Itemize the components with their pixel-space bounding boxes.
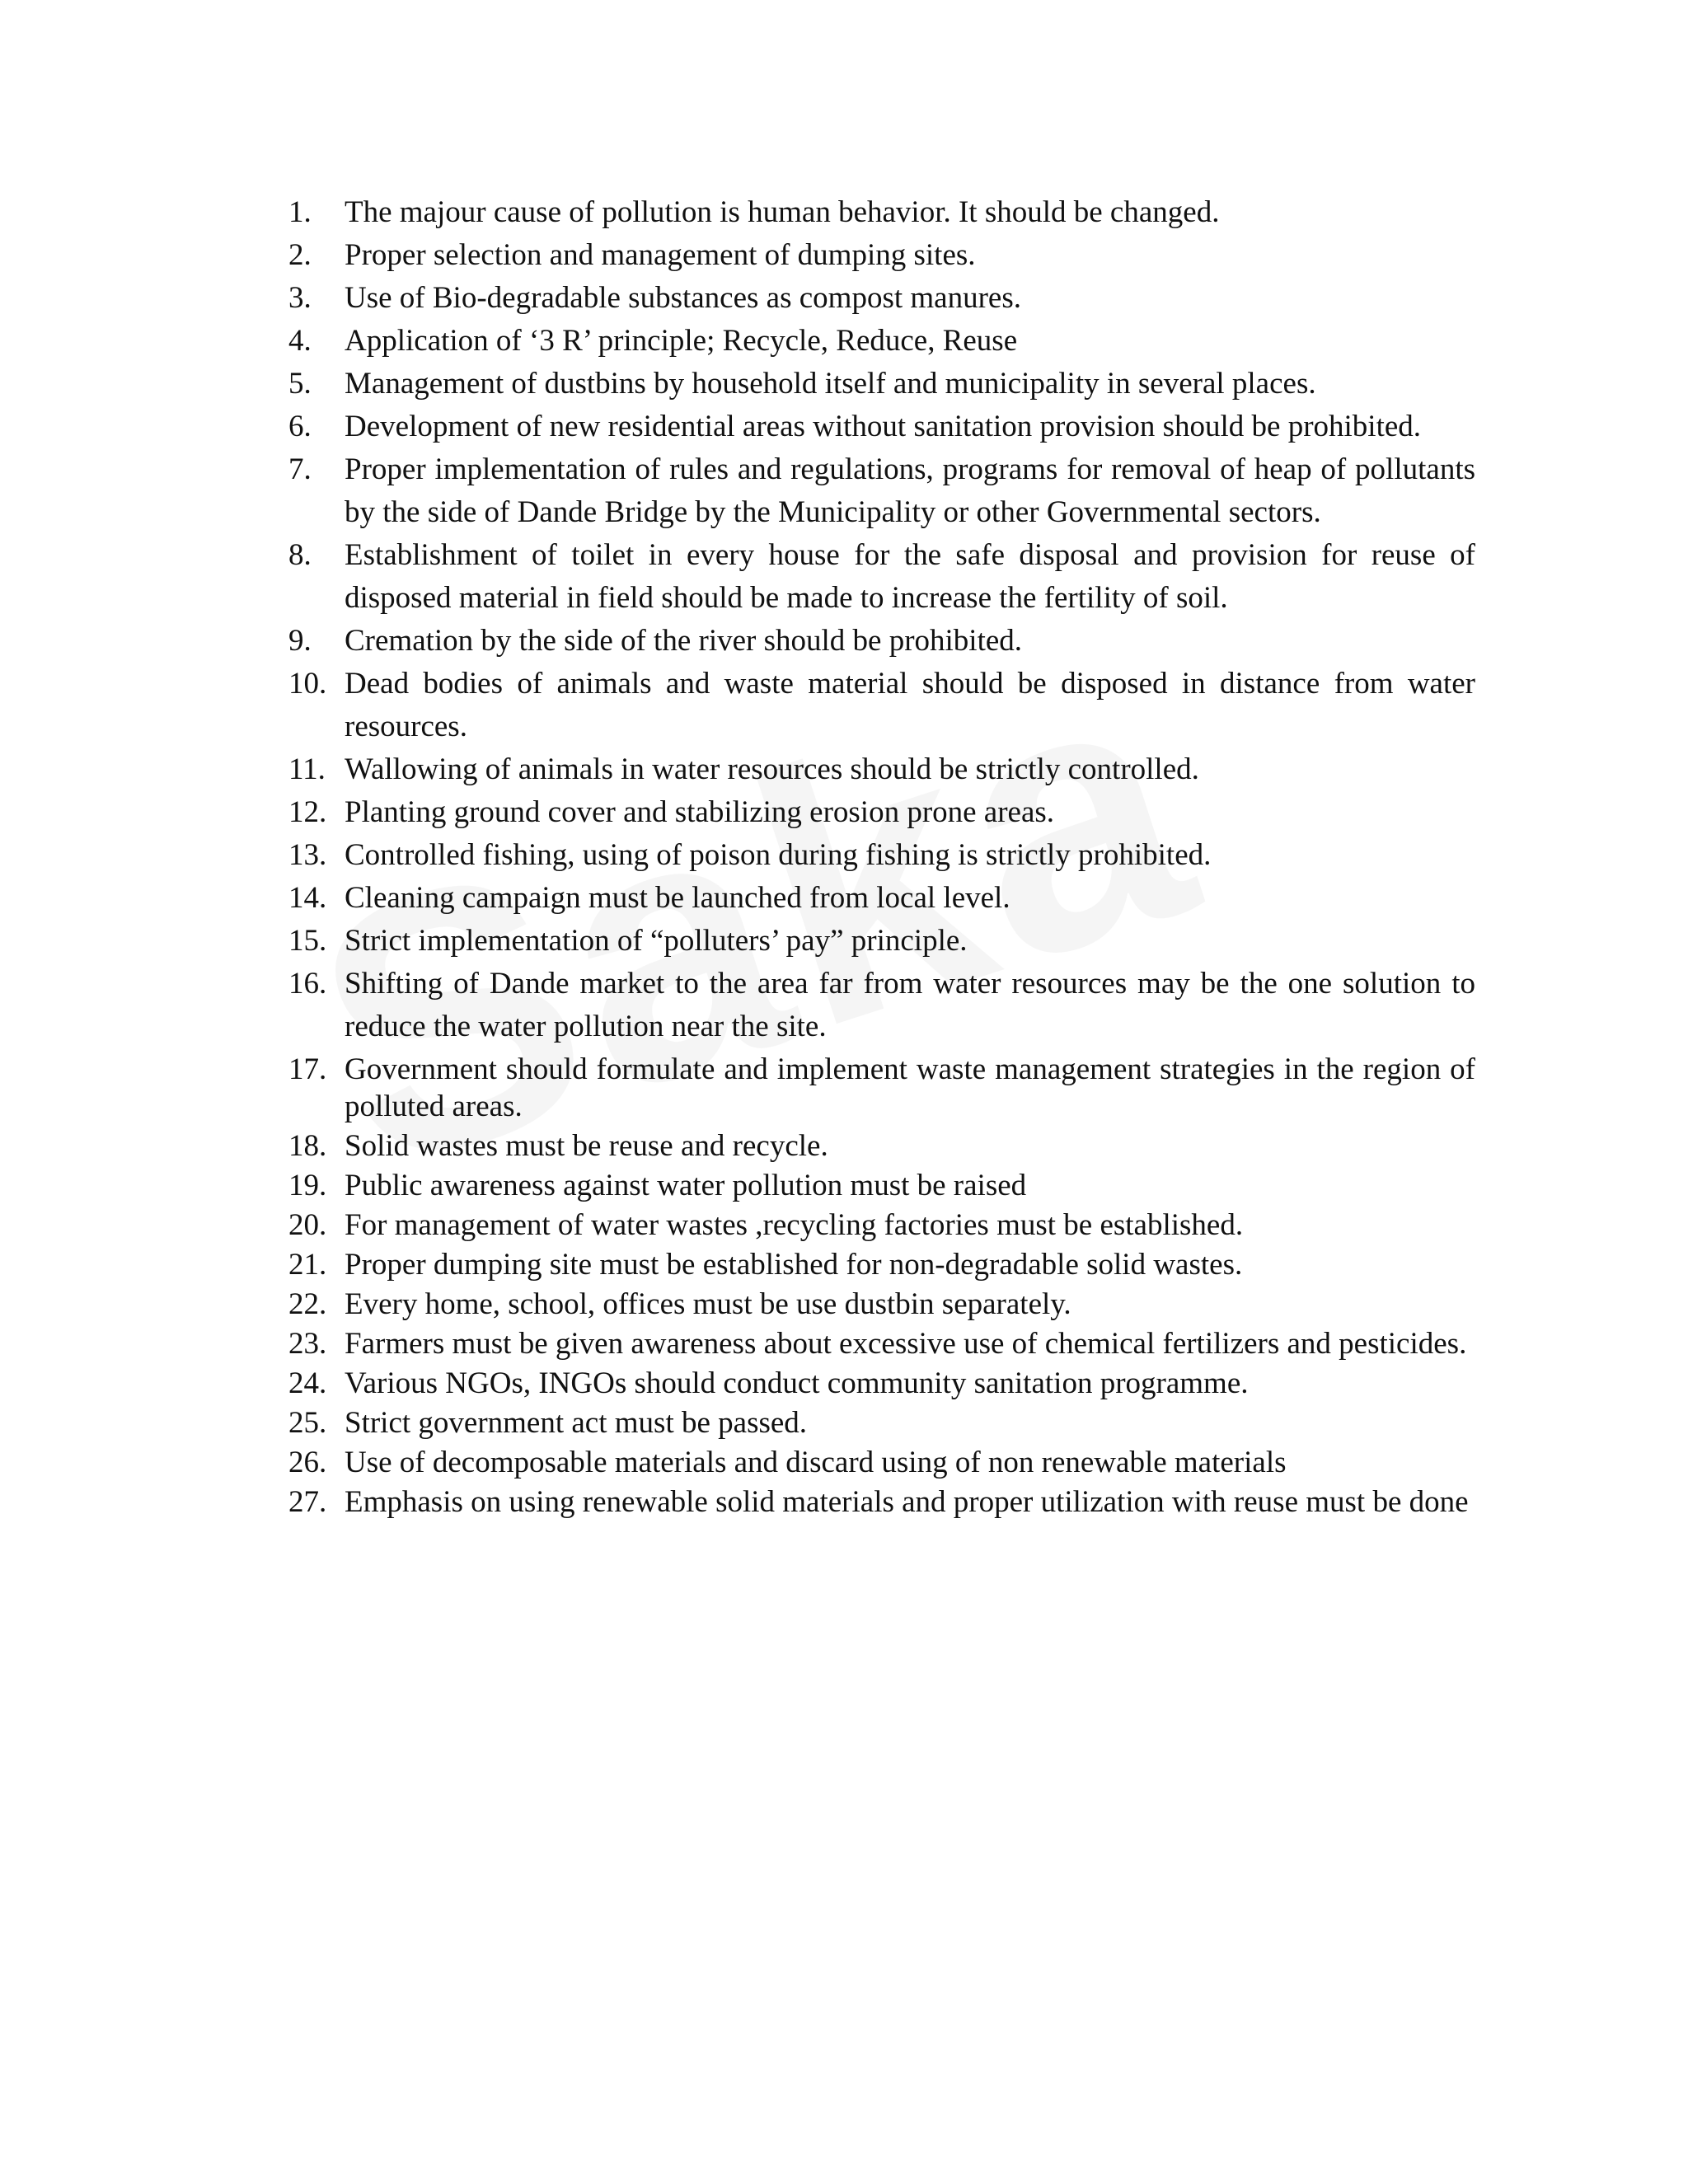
item-number: 2. — [288, 238, 312, 272]
item-number: 26. — [288, 1446, 327, 1479]
list-item — [288, 748, 1475, 791]
item-text: Use of Bio-degradable substances as compost manures. — [345, 281, 1021, 315]
list-item — [288, 920, 1475, 963]
item-number: 10. — [288, 667, 327, 701]
item-text: Strict implementation of “polluters’ pay” principle. — [345, 924, 968, 958]
item-text: Every home, school, offices must be use dustbin separately. — [345, 1287, 1071, 1321]
list-item — [288, 191, 1475, 234]
item-text: Dead bodies of animals and waste material should be disposed in distance from water resources. — [345, 667, 1475, 743]
item-number: 7. — [288, 452, 312, 486]
item-number: 5. — [288, 367, 312, 401]
list-item — [288, 791, 1475, 834]
item-number: 16. — [288, 967, 327, 1001]
list-item — [288, 1127, 1475, 1165]
list-item — [288, 963, 1475, 1048]
item-number: 15. — [288, 924, 327, 958]
item-text: Cremation by the side of the river should be prohibited. — [345, 624, 1023, 658]
list-item — [288, 1404, 1475, 1441]
item-number: 12. — [288, 795, 327, 829]
item-number: 8. — [288, 538, 312, 572]
item-text: Various NGOs, INGOs should conduct community sanitation programme. — [345, 1366, 1249, 1400]
item-number: 14. — [288, 881, 327, 915]
item-number: 27. — [288, 1485, 327, 1519]
list-item — [288, 1051, 1475, 1125]
item-text: Planting ground cover and stabilizing erosion prone areas. — [345, 795, 1055, 829]
list-item — [288, 363, 1475, 405]
item-text: Application of ‘3 R’ principle; Recycle, Reduce, Reuse — [345, 324, 1018, 358]
list-item — [288, 620, 1475, 663]
list-item — [288, 663, 1475, 748]
list-item — [288, 1246, 1475, 1283]
item-text: Shifting of Dande market to the area far from water resources may be the one solution to reduce the water pollution near the site. — [345, 967, 1475, 1043]
item-number: 19. — [288, 1169, 327, 1202]
list-item — [288, 320, 1475, 363]
item-text: Proper selection and management of dumping sites. — [345, 238, 976, 272]
item-number: 20. — [288, 1208, 327, 1242]
item-text: For management of water wastes ,recycling factories must be established. — [345, 1208, 1244, 1242]
item-number: 23. — [288, 1327, 327, 1361]
list-item — [288, 1167, 1475, 1204]
list-item — [288, 1483, 1475, 1521]
item-number: 18. — [288, 1129, 327, 1163]
item-text: Public awareness against water pollution must be raised — [345, 1169, 1027, 1202]
item-number: 24. — [288, 1366, 327, 1400]
item-number: 1. — [288, 195, 312, 229]
list-item — [288, 1365, 1475, 1402]
item-number: 6. — [288, 410, 312, 443]
item-text: Emphasis on using renewable solid materials and proper utilization with reuse must be done — [345, 1485, 1469, 1519]
item-number: 9. — [288, 624, 312, 658]
list-item — [288, 1325, 1475, 1362]
list-item — [288, 234, 1475, 277]
list-item — [288, 1207, 1475, 1244]
list-item — [288, 1286, 1475, 1323]
item-text: Controlled fishing, using of poison during fishing is strictly prohibited. — [345, 838, 1212, 872]
item-number: 13. — [288, 838, 327, 872]
item-text: Development of new residential areas without sanitation provision should be prohibited. — [345, 410, 1422, 443]
list-item — [288, 448, 1475, 534]
item-text: Strict government act must be passed. — [345, 1406, 808, 1440]
item-number: 22. — [288, 1287, 327, 1321]
item-text: The majour cause of pollution is human behavior. It should be changed. — [345, 195, 1220, 229]
item-number: 4. — [288, 324, 312, 358]
item-number: 3. — [288, 281, 312, 315]
list-item — [288, 1444, 1475, 1481]
item-text: Government should formulate and implement waste management strategies in the region of polluted areas. — [345, 1052, 1475, 1123]
list-item — [288, 877, 1475, 920]
item-text: Farmers must be given awareness about excessive use of chemical fertilizers and pesticides. — [345, 1327, 1467, 1361]
item-number: 21. — [288, 1248, 327, 1282]
item-text: Proper implementation of rules and regulations, programs for removal of heap of pollutants by the side of Dande Bridge by the Municipality or other Governmental sectors. — [345, 452, 1475, 529]
list-item — [288, 405, 1475, 448]
item-number: 25. — [288, 1406, 327, 1440]
list-item — [288, 534, 1475, 620]
recommendations-list — [288, 191, 1475, 1523]
item-text: Solid wastes must be reuse and recycle. — [345, 1129, 828, 1163]
item-text: Establishment of toilet in every house for the safe disposal and provision for reuse of disposed material in field should be made to increase the fertility of soil. — [345, 538, 1475, 615]
item-number: 11. — [288, 752, 326, 786]
item-text: Use of decomposable materials and discard using of non renewable materials — [345, 1446, 1287, 1479]
item-text: Wallowing of animals in water resources should be strictly controlled. — [345, 752, 1199, 786]
item-text: Proper dumping site must be established for non-degradable solid wastes. — [345, 1248, 1243, 1282]
list-item — [288, 834, 1475, 877]
item-number: 17. — [288, 1052, 327, 1086]
list-item — [288, 277, 1475, 320]
item-text: Management of dustbins by household itself and municipality in several places. — [345, 367, 1316, 401]
item-text: Cleaning campaign must be launched from local level. — [345, 881, 1010, 915]
